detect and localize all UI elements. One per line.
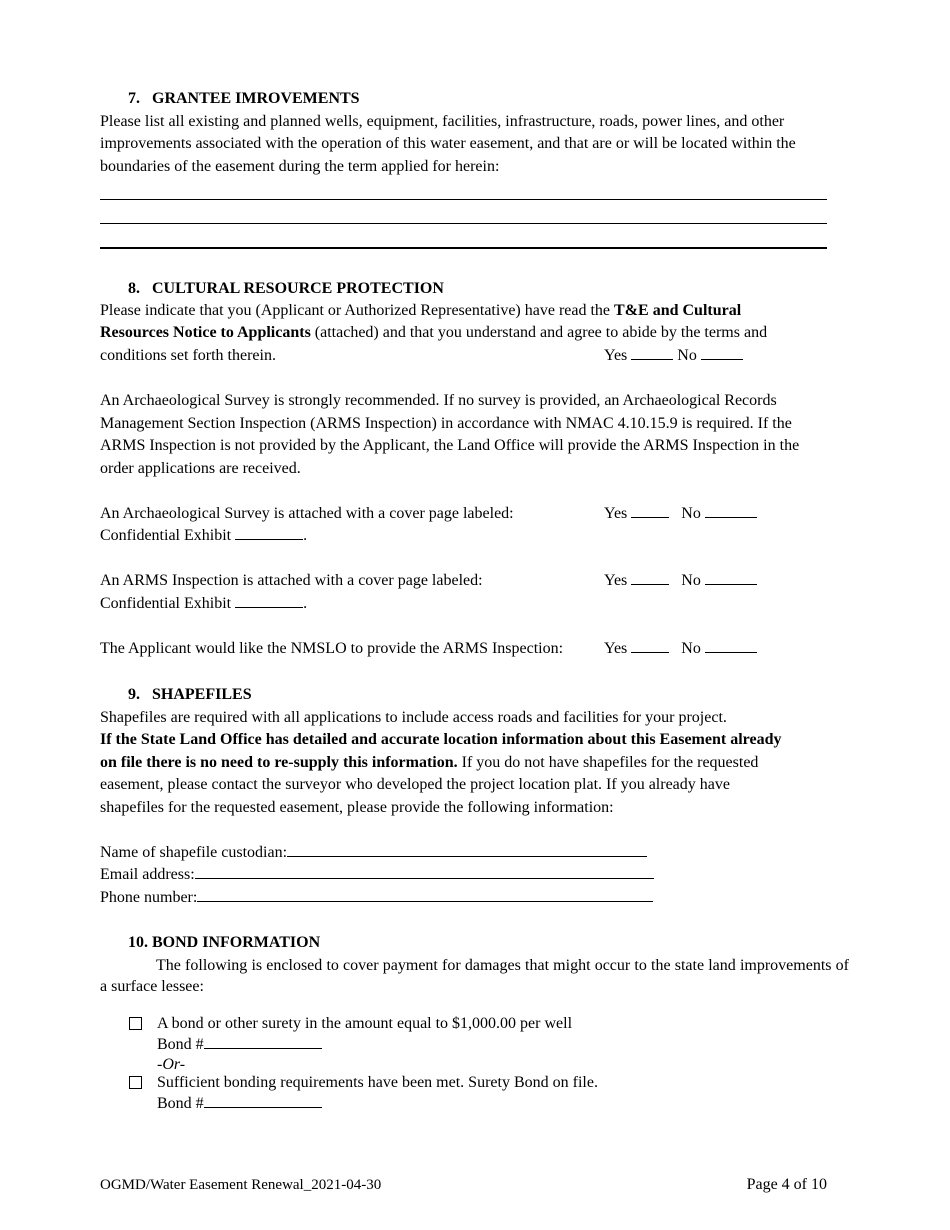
no-label: No (681, 572, 701, 589)
email-label: Email address: (100, 866, 195, 883)
section-10-title: BOND INFORMATION (152, 934, 321, 951)
archaeology-paragraph-line: Management Section Inspection (ARMS Inspection) in accordance with NMAC 4.10.15.9 is required. If the (100, 415, 792, 432)
shapefile-text: If you do not have shapefiles for the requested (457, 754, 759, 771)
shapefile-bold-line: If the State Land Office has detailed and accurate location information about this Easement already (100, 731, 782, 748)
notice-title-bold: T&E and Cultural (614, 302, 742, 319)
nmslo-yes-no (604, 638, 757, 661)
checkbox-icon (129, 1076, 142, 1089)
section-7-text-line: boundaries of the easement during the term applied for herein: (100, 158, 500, 175)
section-7-number: 7. (128, 90, 140, 107)
no-label: No (677, 347, 697, 364)
bond-option-2 (157, 1073, 598, 1114)
section-9-heading (128, 684, 252, 707)
custodian-field-row (100, 842, 647, 865)
bond-number-1-input[interactable] (204, 1034, 322, 1049)
survey-yes-blank[interactable] (631, 503, 669, 518)
no-label: No (681, 640, 701, 657)
bond-option-1 (157, 1014, 572, 1075)
survey-exhibit-line: Confidential Exhibit . (100, 527, 308, 544)
section-9-number: 9. (128, 686, 140, 703)
confidential-exhibit-label: Confidential Exhibit (100, 595, 232, 612)
arms-exhibit-blank[interactable] (235, 593, 303, 608)
yes-label: Yes (604, 505, 628, 522)
survey-no-blank[interactable] (705, 503, 757, 518)
notice-yes-blank[interactable] (631, 345, 673, 360)
cultural-notice-text: Please indicate that you (Applicant or Authorized Representative) have read the (100, 302, 615, 319)
notice-title-bold: Resources Notice to Applicants (100, 324, 311, 341)
section-10-number: 10. (128, 934, 148, 951)
nmslo-yes-blank[interactable] (631, 638, 669, 653)
cultural-notice-line: conditions set forth therein. (100, 347, 276, 364)
cultural-notice-line (100, 322, 767, 345)
yes-label: Yes (604, 347, 628, 364)
improvements-answer-line[interactable] (100, 247, 827, 249)
section-8-heading (128, 278, 444, 301)
shapefile-text-line: easement, please contact the surveyor who developed the project location plat. If you already have (100, 776, 730, 793)
section-8-title: CULTURAL RESOURCE PROTECTION (152, 280, 444, 297)
arms-yes-no (604, 570, 757, 593)
section-7-text-line: Please list all existing and planned wells, equipment, facilities, infrastructure, roads, power lines, and other (100, 113, 785, 130)
archaeology-paragraph-line: An Archaeological Survey is strongly recommended. If no survey is provided, an Archaeological Records (100, 392, 777, 409)
email-input-line[interactable] (195, 864, 654, 879)
phone-input-line[interactable] (197, 887, 653, 902)
bond-number-label: Bond # (157, 1036, 204, 1053)
arms-exhibit-line: Confidential Exhibit . (100, 595, 308, 612)
archaeology-paragraph-line: order applications are received. (100, 460, 301, 477)
bond-option-2-checkbox[interactable] (129, 1073, 142, 1096)
section-10-heading (128, 932, 320, 955)
phone-label: Phone number: (100, 889, 198, 906)
footer-document-id: OGMD/Water Easement Renewal_2021-04-30 (100, 1177, 382, 1193)
yes-label: Yes (604, 640, 628, 657)
bond-option-1-label: A bond or other surety in the amount equal to $1,000.00 per well (157, 1015, 573, 1032)
shapefile-text-line: Shapefiles are required with all applications to include access roads and facilities for your project. (100, 709, 727, 726)
nmslo-arms-question: The Applicant would like the NMSLO to provide the ARMS Inspection: (100, 640, 564, 657)
arms-no-blank[interactable] (705, 570, 757, 585)
section-7-title: GRANTEE IMROVEMENTS (152, 90, 360, 107)
cultural-notice-line (100, 300, 741, 323)
survey-exhibit-blank[interactable] (235, 525, 303, 540)
notice-no-blank[interactable] (701, 345, 743, 360)
checkbox-icon (129, 1017, 142, 1030)
or-separator: -Or- (157, 1056, 186, 1073)
survey-yes-no (604, 503, 757, 526)
custodian-input-line[interactable] (287, 842, 647, 857)
cultural-notice-text: (attached) and that you understand and agree to abide by the terms and (310, 324, 768, 341)
section-7-text-line: improvements associated with the operation of this water easement, and that are or will be located within the (100, 135, 796, 152)
bond-intro-paragraph: The following is enclosed to cover payment for damages that might occur to the state land improvements of a surface lessee: (100, 957, 849, 995)
shapefile-text-line: shapefiles for the requested easement, please provide the following information: (100, 799, 614, 816)
arms-yes-blank[interactable] (631, 570, 669, 585)
phone-field-row (100, 887, 653, 910)
section-9-title: SHAPEFILES (152, 686, 252, 703)
section-8-number: 8. (128, 280, 140, 297)
section-7-heading (128, 88, 360, 111)
notice-yes-no (604, 345, 743, 368)
bond-number-2-input[interactable] (204, 1093, 322, 1108)
nmslo-no-blank[interactable] (705, 638, 757, 653)
arms-attached-question: An ARMS Inspection is attached with a cover page labeled: (100, 572, 483, 589)
bond-option-2-label: Sufficient bonding requirements have been met. Surety Bond on file. (157, 1074, 598, 1091)
custodian-label: Name of shapefile custodian: (100, 844, 288, 861)
survey-attached-question: An Archaeological Survey is attached with a cover page labeled: (100, 505, 514, 522)
bond-number-label: Bond # (157, 1095, 204, 1112)
footer-page-number: Page 4 of 10 (746, 1176, 827, 1193)
bond-option-1-checkbox[interactable] (129, 1014, 142, 1037)
shapefile-bold-text: on file there is no need to re-supply this information. (100, 754, 458, 771)
archaeology-paragraph-line: ARMS Inspection is not provided by the Applicant, the Land Office will provide the ARMS Inspection in the (100, 437, 800, 454)
improvements-answer-line[interactable] (100, 199, 827, 200)
email-field-row (100, 864, 654, 887)
no-label: No (681, 505, 701, 522)
improvements-answer-line[interactable] (100, 223, 827, 224)
shapefile-text-line (100, 752, 758, 775)
yes-label: Yes (604, 572, 628, 589)
confidential-exhibit-label: Confidential Exhibit (100, 527, 232, 544)
